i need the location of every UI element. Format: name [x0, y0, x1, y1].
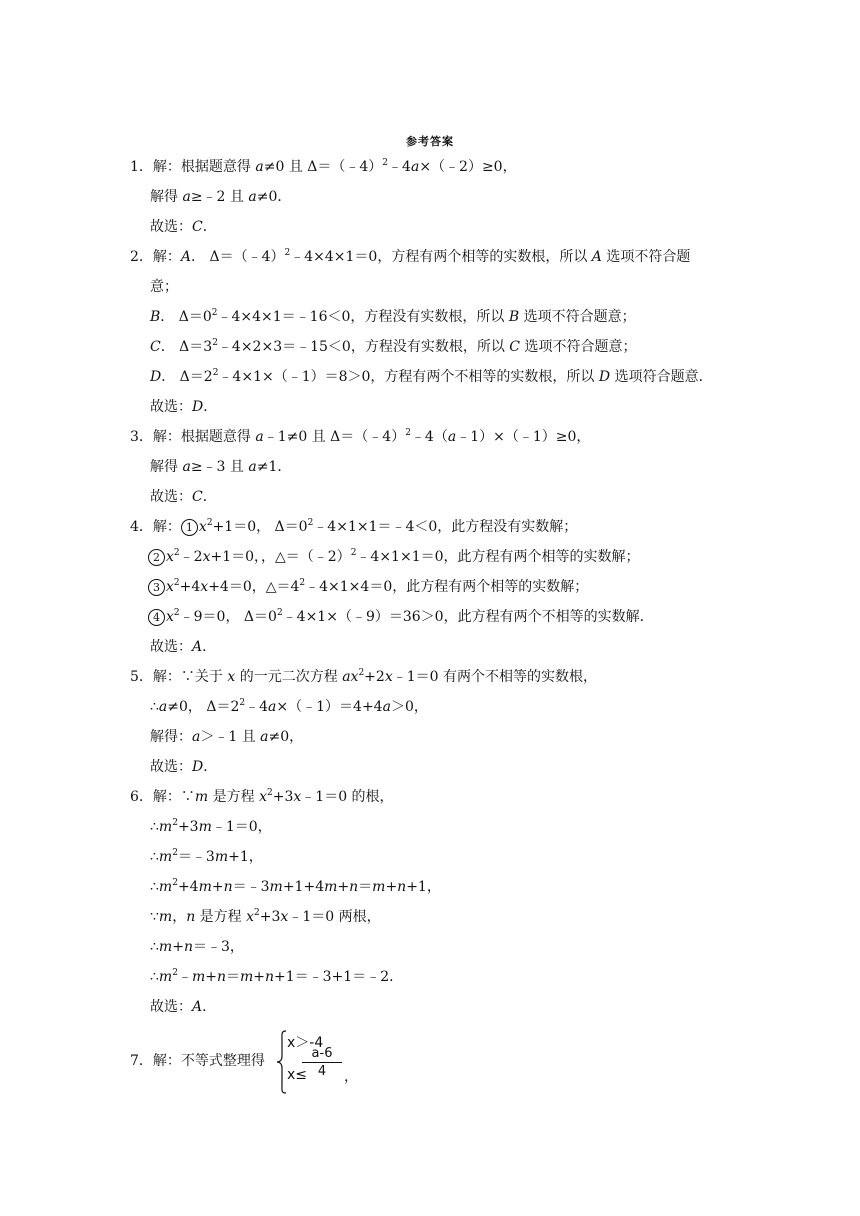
fraction [302, 1046, 342, 1079]
q2-line-1: 2．解：A． Δ＝（﹣4）$^2$﹣4×4×1＝0，方程有两个相等的实数根，所以 A 选项不符合题 [130, 248, 691, 265]
q1-line-3: 故选：C． [150, 219, 217, 235]
fraction-bar [302, 1062, 342, 1063]
inequality-row-2: x≤ [287, 1067, 308, 1083]
q3-line-3: 故选：C． [150, 489, 217, 505]
q2-line-2: 意； [150, 279, 178, 295]
q6-line-4: $\therefore m^2+4m+n=﹣3m+1+4m+n=m+n+1$， [150, 878, 441, 895]
q6-line-1: 6．解：∵m 是方程 $x^2+3x﹣1=0$ 的根， [130, 788, 394, 805]
inequality-row-1: x＞-4 [287, 1035, 324, 1051]
trailing-comma: ， [344, 1069, 358, 1085]
q1-line-2: 解得 a≥﹣2 且 a≠0． [150, 189, 292, 205]
q6-line-3: $\therefore m^2=﹣3m+1$， [150, 848, 263, 865]
page-title: 参考答案 [406, 135, 454, 148]
q6-line-7: $\therefore m^2﹣m+n=m+n+1=﹣3+1=﹣2$． [150, 968, 404, 985]
circled-number-4: 4 [148, 609, 165, 626]
q2-line-4: C． $\Delta=3^2﹣4\times 2\times 3=﹣15<0$，方程没有实数根，所以 C 选项不符合题意； [150, 338, 637, 355]
q5-line-2: ∴a≠0， $\Delta=2^2﹣4a\times(﹣1)=4+4a>0$， [150, 698, 428, 715]
fraction-denominator: 4 [317, 1064, 327, 1079]
q4-line-5: 故选：A． [150, 639, 217, 655]
q6-line-6: ∴m+n＝﹣3， [150, 939, 244, 955]
q3-line-1: 3．解：根据题意得 a﹣1≠0 且 Δ＝（﹣4）$^2$﹣4（a﹣1）×（﹣1）≥0， [130, 428, 591, 445]
q6-line-8: 故选：A． [150, 999, 217, 1015]
q5-line-1: 5．解：∵关于 x 的一元二次方程 $ax^2+2x﹣1=0$ 有两个不相等的实数根， [130, 668, 597, 685]
q6-line-2: $\therefore m^2+3m﹣1=0$， [150, 818, 272, 835]
q2-line-6: 故选：D． [150, 399, 218, 415]
circled-number-2: 2 [148, 549, 165, 566]
q4-line-2: 2 $x^2﹣2x+1=0$，，△＝（﹣2）$^2$﹣4×1×1＝0，此方程有两个相等的实数解； [148, 548, 640, 566]
circled-number-1: 1 [181, 519, 198, 536]
q1-line-1: 1．解：根据题意得 a≠0 且 Δ＝（﹣4）$^2$﹣4a×（﹣2）≥0， [130, 158, 517, 175]
inequality-system [276, 1030, 366, 1094]
q7-line-1: 7．解：不等式整理得 [130, 1053, 265, 1069]
circled-number-3: 3 [148, 579, 165, 596]
q5-line-4: 故选：D． [150, 759, 218, 775]
q2-line-3: B． $\Delta=0^2﹣4\times 4\times 1=﹣16<0$，方程没有实数根，所以 B 选项不符合题意； [150, 308, 636, 325]
q2-line-5: D． $\Delta=2^2﹣4\times 1\times(﹣1)=8>0$，方程有两个不相等的实数根，所以 D 选项符合题意． [150, 368, 713, 385]
q4-line-1: 4．解： 1 $x^2+1=0$， $\Delta=0^2﹣4\times 1\times 1=﹣4<0$，此方程没有实数解； [130, 518, 578, 535]
q4-line-4: 4 $x^2﹣9=0$， $\Delta=0^2﹣4\times 1\times(﹣9)=36>0$，此方程有两个不相等的实数解． [148, 608, 654, 626]
q5-line-3: 解得：a＞﹣1 且 a≠0， [150, 729, 304, 745]
q4-line-3: 3 $x^2+4x+4=0$，$\triangle=4^2﹣4\times 1\times 4=0$，此方程有两个相等的实数解； [148, 578, 588, 596]
q6-line-5: ∵m，n 是方程 $x^2+3x﹣1=0$ 两根， [150, 908, 381, 925]
q3-line-2: 解得 a≥﹣3 且 a≠1． [150, 459, 292, 475]
fraction-numerator: a-6 [311, 1046, 333, 1061]
